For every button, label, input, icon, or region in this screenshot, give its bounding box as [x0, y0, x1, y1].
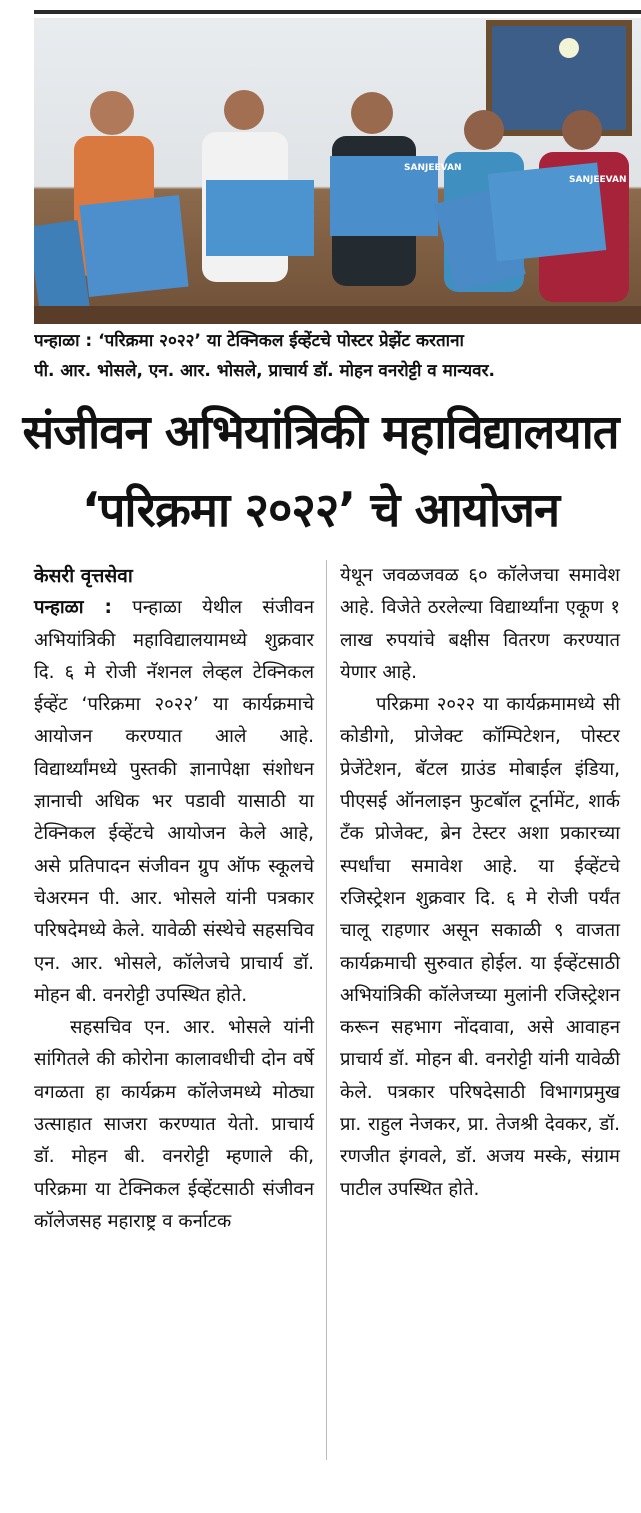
top-rule	[34, 10, 641, 14]
news-photo	[34, 18, 641, 324]
painting-moon	[559, 38, 579, 58]
headline-line-2: ‘परिक्रमा २०२२’ चे आयोजन	[81, 483, 560, 538]
photo-caption	[34, 326, 641, 386]
column-divider	[326, 560, 327, 1460]
article-paragraph-4: परिक्रमा २०२२ या कार्यक्रमामध्ये सी कोडीगो, प्रोजेक्ट कॉम्पिटेशन, पोस्टर प्रेजेंटेशन, बॅटल ग्राउंड मोबाईल इंडिया, पीएसई ऑनलाइन फुटबॉल टूर्नामेंट, शार्क टँक प्रोजेक्ट, ब्रेन टेस्टर अशा प्रकारच्या स्पर्धांचा समावेश आहे. या ईव्हेंटचे रजिस्ट्रेशन शुक्रवार दि. ६ मे रोजी पर्यंत चालू राहणार असून सकाळी ९ वाजता कार्यक्रमाची सुरुवात होईल. या ईव्हेंटसाठी अभियांत्रिकी कॉलेजच्या मुलांनी रजिस्ट्रेशन करून सहभाग नोंदवावा, असे आवाहन प्राचार्य डॉ. मोहन बी. वनरोट्टी यांनी यावेळी केले. पत्रकार परिषदेसाठी विभागप्रमुख प्रा. राहुल नेजकर, प्रा. तेजश्री देवकर, डॉ. रणजीत इंगवले, डॉ. अजय मस्के, संग्राम पाटील उपस्थित होते.	[340, 694, 620, 1200]
headline-line-1: संजीवन अभियांत्रिकी महाविद्यालयात	[22, 405, 619, 460]
byline: केसरी वृत्तसेवा	[34, 565, 133, 587]
poster-brand-text: SANJEEVAN	[404, 163, 462, 173]
caption-line-1: पन्हाळा : ‘परिक्रमा २०२२’ या टेक्निकल ईव्हेंटचे पोस्टर प्रेझेंट करताना	[34, 331, 464, 351]
paragraph-1-text: पन्हाळा येथील संजीवन अभियांत्रिकी महाविद्यालयामध्ये शुक्रवार दि. ६ मे रोजी नॅशनल लेव्हल टेक्निकल ईव्हेंट ‘परिक्रमा २०२२’ या कार्यक्रमाचे आयोजन करण्यात आले आहे. विद्यार्थ्यांमध्ये पुस्तकी ज्ञानापेक्षा संशोधन ज्ञानाची अधिक भर पडावी यासाठी या टेक्निकल ईव्हेंटचे आयोजन केले आहे, असे प्रतिपादन संजीवन ग्रुप ऑफ स्कूलचे चेअरमन पी. आर. भोसले यांनी पत्रकार परिषदेमध्ये केले. यावेळी संस्थेचे सहसचिव एन. आर. भोसले, कॉलेजचे प्राचार्य डॉ. मोहन बी. वनरोट्टी उपस्थित होते.	[34, 597, 314, 1006]
article-paragraph-1	[34, 592, 314, 1012]
wall-painting	[489, 23, 629, 133]
article-column-left	[34, 560, 314, 1238]
article-paragraph-3: येथून जवळजवळ ६० कॉलेजचा समावेश आहे. विजेते ठरलेल्या विद्यार्थ्यांना एकूण १ लाख रुपयांचे बक्षीस वितरण करण्यात येणार आहे.	[340, 565, 620, 683]
table	[34, 306, 641, 324]
article-column-right	[340, 560, 620, 1206]
caption-line-2: पी. आर. भोसले, एन. आर. भोसले, प्राचार्य डॉ. मोहन वनरोट्टी व मान्यवर.	[34, 361, 495, 381]
article-paragraph-2: सहसचिव एन. आर. भोसले यांनी सांगितले की कोरोना कालावधीची दोन वर्षे वगळता हा कार्यक्रम कॉलेजमध्ये मोठ्या उत्साहात साजरा करण्यात येतो. प्राचार्य डॉ. मोहन बी. वनरोट्टी म्हणाले की, परिक्रमा या टेक्निकल ईव्हेंटसाठी संजीवन कॉलेजसह महाराष्ट्र व कर्नाटक	[34, 1017, 314, 1232]
photo-illustration	[34, 18, 641, 324]
poster-brand-text-2: SANJEEVAN	[569, 175, 627, 185]
dateline-place: पन्हाळा :	[34, 597, 112, 619]
